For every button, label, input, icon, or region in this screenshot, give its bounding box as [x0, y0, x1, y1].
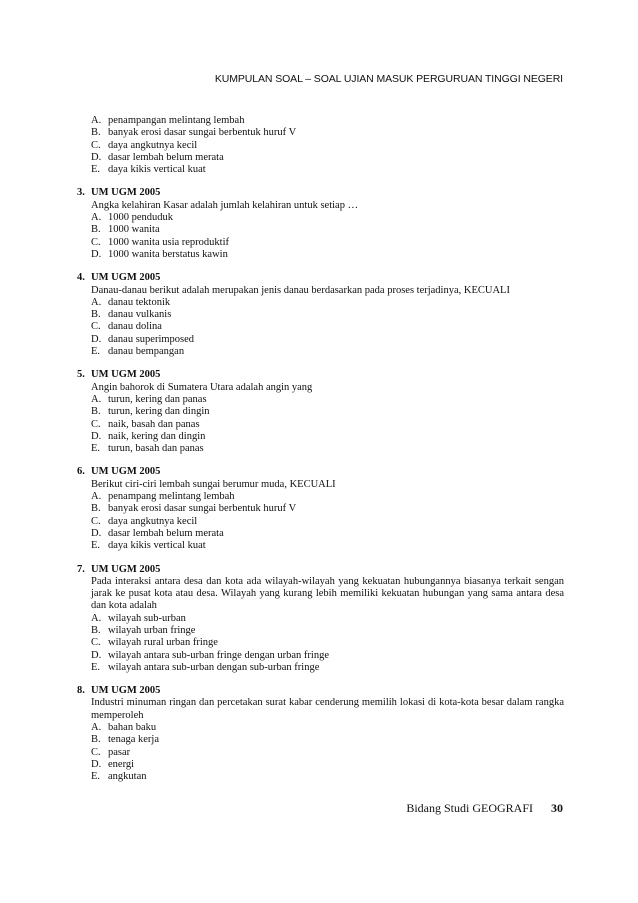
option-text: banyak erosi dasar sungai berbentuk huruf V	[108, 503, 297, 515]
option-text: turun, kering dan dingin	[108, 406, 210, 418]
answer-option	[91, 503, 564, 515]
question-number: 4.	[77, 272, 85, 284]
answer-option	[91, 212, 564, 224]
answer-option	[91, 309, 564, 321]
option-text: wilayah urban fringe	[108, 624, 196, 636]
option-letter: D.	[91, 430, 102, 442]
questions	[78, 187, 564, 783]
answer-option	[91, 127, 564, 139]
option-text: daya angkutnya kecil	[108, 515, 198, 527]
option-text: turun, basah dan panas	[108, 443, 204, 455]
option-letter: E.	[91, 164, 101, 176]
option-letter: D.	[91, 758, 102, 770]
answer-option	[91, 625, 564, 637]
option-letter: B.	[91, 406, 101, 418]
question-number: 7.	[77, 563, 85, 575]
question-source: UM UGM 2005	[91, 369, 161, 381]
option-letter: A.	[91, 722, 102, 734]
question-list	[78, 115, 564, 784]
page-header: KUMPULAN SOAL – SOAL UJIAN MASUK PERGURUAN TINGGI NEGERI	[214, 73, 563, 85]
option-letter: C.	[91, 746, 101, 758]
option-letter: C.	[91, 236, 101, 248]
answer-option	[91, 164, 564, 176]
option-letter: B.	[91, 224, 101, 236]
option-text: naik, kering dan dingin	[108, 430, 206, 442]
answer-option	[91, 394, 564, 406]
option-text: bahan baku	[108, 722, 157, 734]
option-text: turun, kering dan panas	[108, 393, 207, 405]
option-text: 1000 penduduk	[108, 212, 174, 224]
option-letter: A.	[91, 212, 102, 224]
question-item	[78, 466, 564, 552]
answer-option	[91, 249, 564, 261]
option-letter: B.	[91, 127, 101, 139]
option-text: danau bempangan	[108, 346, 185, 358]
question-item	[78, 685, 564, 783]
answer-option	[91, 540, 564, 552]
answer-option	[91, 346, 564, 358]
answer-option	[91, 637, 564, 649]
option-letter: B.	[91, 624, 101, 636]
option-text: banyak erosi dasar sungai berbentuk huruf V	[108, 127, 297, 139]
option-text: dasar lembah belum merata	[108, 527, 224, 539]
answer-option	[91, 491, 564, 503]
option-letter: C.	[91, 515, 101, 527]
question-number: 3.	[77, 187, 85, 199]
option-letter: A.	[91, 296, 102, 308]
option-text: 1000 wanita	[108, 224, 160, 236]
option-letter: A.	[91, 393, 102, 405]
page-number: 30	[551, 801, 563, 815]
question-source: UM UGM 2005	[91, 272, 161, 284]
option-text: wilayah antara sub-urban fringe dengan urban fringe	[108, 649, 329, 661]
option-text: danau dolina	[108, 321, 162, 333]
option-text: 1000 wanita usia reproduktif	[108, 236, 230, 248]
option-text: danau vulkanis	[108, 309, 172, 321]
question-number: 8.	[77, 685, 85, 697]
answer-option	[91, 650, 564, 662]
answer-option	[91, 613, 564, 625]
option-text: daya angkutnya kecil	[108, 139, 198, 151]
answer-option	[91, 443, 564, 455]
question-stem: Industri minuman ringan dan percetakan surat kabar cenderung memilih lokasi di kota-kota besar dalam rangka memperoleh	[91, 697, 564, 721]
answer-option	[91, 759, 564, 771]
option-text: angkutan	[108, 771, 147, 783]
answer-option	[91, 662, 564, 674]
option-letter: E.	[91, 443, 101, 455]
answer-option	[91, 771, 564, 783]
option-letter: D.	[91, 333, 102, 345]
option-letter: B.	[91, 503, 101, 515]
answer-option	[91, 321, 564, 333]
option-letter: A.	[91, 491, 102, 503]
option-text: daya kikis vertical kuat	[108, 540, 206, 552]
option-text: daya kikis vertical kuat	[108, 164, 206, 176]
option-text: penampang melintang lembah	[108, 491, 235, 503]
answer-option	[91, 224, 564, 236]
option-text: tenaga kerja	[108, 734, 160, 746]
option-text: naik, basah dan panas	[108, 418, 200, 430]
question-stem: Danau-danau berikut adalah merupakan jenis danau berdasarkan pada proses terjadinya, KECUALI	[91, 284, 510, 296]
question-item	[78, 564, 564, 675]
option-letter: D.	[91, 649, 102, 661]
option-letter: C.	[91, 321, 101, 333]
option-letter: E.	[91, 661, 101, 673]
question-stem: Angin bahorok di Sumatera Utara adalah angin yang	[91, 381, 313, 393]
answer-option	[91, 747, 564, 759]
option-text: danau tektonik	[108, 296, 171, 308]
footer-subject: Bidang Studi GEOGRAFI	[406, 801, 533, 815]
question-source: UM UGM 2005	[91, 563, 161, 575]
answer-option	[91, 734, 564, 746]
question-source: UM UGM 2005	[91, 187, 161, 199]
option-text: energi	[108, 758, 135, 770]
question-number: 5.	[77, 369, 85, 381]
option-text: wilayah sub-urban	[108, 612, 186, 624]
answer-option	[91, 431, 564, 443]
question-stem: Berikut ciri-ciri lembah sungai berumur muda, KECUALI	[91, 478, 336, 490]
option-letter: C.	[91, 139, 101, 151]
option-text: wilayah rural urban fringe	[108, 637, 218, 649]
option-text: dasar lembah belum merata	[108, 151, 224, 163]
option-letter: A.	[91, 612, 102, 624]
option-letter: C.	[91, 418, 101, 430]
option-letter: B.	[91, 734, 101, 746]
option-text: danau superimposed	[108, 333, 195, 345]
answer-option	[91, 140, 564, 152]
question-item	[78, 272, 564, 358]
answer-option	[91, 297, 564, 309]
option-letter: E.	[91, 771, 101, 783]
continued-options	[78, 115, 564, 176]
option-text: pasar	[108, 746, 131, 758]
question-stem: Angka kelahiran Kasar adalah jumlah kelahiran untuk setiap …	[91, 199, 359, 211]
question-source: UM UGM 2005	[91, 685, 161, 697]
option-text: wilayah antara sub-urban dengan sub-urban fringe	[108, 661, 320, 673]
question-item	[78, 369, 564, 455]
page-footer	[0, 801, 563, 816]
answer-option	[91, 406, 564, 418]
answer-option	[91, 528, 564, 540]
answer-option	[91, 334, 564, 346]
question-item	[78, 187, 564, 261]
option-letter: B.	[91, 309, 101, 321]
answer-option	[91, 516, 564, 528]
option-letter: E.	[91, 540, 101, 552]
question-stem: Pada interaksi antara desa dan kota ada wilayah-wilayah yang kekuatan hubungannya biasanya terkait sengan jarak ke pusat kota atau desa. Wilayah yang kurang lebih memiliki kekuatan hubungan yang sama antara desa dan kota adalah	[91, 575, 564, 612]
option-text: 1000 wanita berstatus kawin	[108, 248, 228, 260]
option-letter: D.	[91, 151, 102, 163]
answer-option	[91, 152, 564, 164]
option-letter: C.	[91, 637, 101, 649]
answer-option	[91, 722, 564, 734]
answer-option	[91, 115, 564, 127]
option-text: penampangan melintang lembah	[108, 115, 245, 126]
option-letter: D.	[91, 248, 102, 260]
option-letter: D.	[91, 527, 102, 539]
question-number: 6.	[77, 466, 85, 478]
answer-option	[91, 419, 564, 431]
question-source: UM UGM 2005	[91, 466, 161, 478]
answer-option	[91, 237, 564, 249]
option-letter: A.	[91, 115, 102, 126]
option-letter: E.	[91, 346, 101, 358]
